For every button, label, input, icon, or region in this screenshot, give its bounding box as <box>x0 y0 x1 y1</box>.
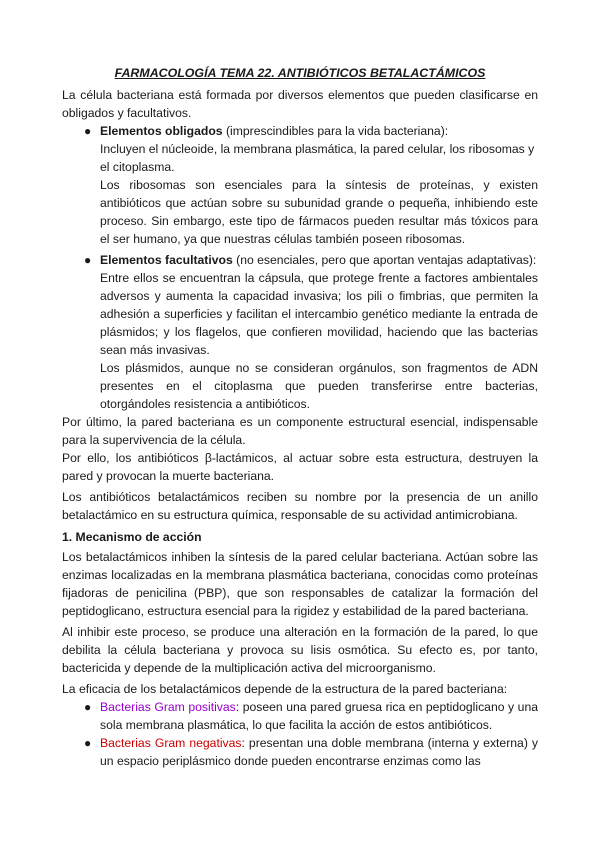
gram-positivas-text: : poseen una pared gruesa rica en peptidoglicano y una sola membrana plasmática, lo que facilita la acción de estos antibióticos. <box>100 700 539 732</box>
list-item-facultativos <box>62 251 538 413</box>
facultativos-text-1: Entre ellos se encuentran la cápsula, que protege frente a factores ambientales adversos y aumenta la capacidad invasiva; los pili o fimbrias, que permiten la adhesión a superficies y facilitan el intercambio genético mediante la entrada de plásmidos; y los flagelos, que confieren movilidad, haciendo que las bacterias sean más invasivas. <box>100 271 538 357</box>
obligados-text-2: Los ribosomas son esenciales para la síntesis de proteínas, y existen antibióticos que actúan sobre su subunidad grande o pequeña, inhibiendo este proceso. Sin embargo, este tipo de fármacos pueden resultar más tóxicos para el ser humano, ya que nuestras células también poseen ribosomas. <box>100 178 538 246</box>
mecanismo-paragraph-2: Al inhibir este proceso, se produce una alteración en la formación de la pared, lo que debilita la célula bacteriana y provoca su lisis osmótica. Su efecto es, por tanto, bactericida y depende de la multiplicación activa del microorganismo. <box>62 625 538 675</box>
intro-paragraph: La célula bacteriana está formada por diversos elementos que pueden clasificarse en obligados y facultativos. <box>62 88 538 120</box>
mecanismo-paragraph-3: La eficacia de los betalactámicos depende de la estructura de la pared bacteriana: <box>62 682 508 696</box>
document-title: FARMACOLOGÍA TEMA 22. ANTIBIÓTICOS BETALACTÁMICOS <box>114 66 486 80</box>
gram-negativas-text: : presentan una doble membrana (interna y externa) y un espacio periplásmico donde pueden encontrarse enzimas como las <box>100 736 539 768</box>
facultativos-note: (no esenciales, pero que aportan ventajas adaptativas): <box>232 253 537 267</box>
list-item-gram-positivas <box>62 698 538 734</box>
facultativos-text-2: Los plásmidos, aunque no se consideran orgánulos, son fragmentos de ADN presentes en el citoplasma que pueden transferirse entre bacterias, otorgándoles resistencia a antibióticos. <box>100 361 538 411</box>
obligados-text-1: Incluyen el núcleoide, la membrana plasmática, la pared celular, los ribosomas y el citoplasma. <box>100 142 535 174</box>
bullet-icon: ● <box>84 700 92 714</box>
bullet-icon: ● <box>84 253 92 267</box>
list-item-gram-negativas <box>62 734 538 770</box>
obligados-note: (imprescindibles para la vida bacteriana): <box>222 124 449 138</box>
pared-paragraph-1: Por último, la pared bacteriana es un componente estructural esencial, indispensable para la supervivencia de la célula. <box>62 415 538 447</box>
section-heading-mecanismo: 1. Mecanismo de acción <box>62 530 202 544</box>
gram-positivas-label: Bacterias Gram positivas <box>100 700 236 714</box>
bullet-icon: ● <box>84 124 92 138</box>
facultativos-heading: Elementos facultativos <box>100 253 233 267</box>
gram-list <box>62 698 538 770</box>
nombre-paragraph: Los antibióticos betalactámicos reciben su nombre por la presencia de un anillo betalactámico en su estructura química, responsable de su actividad antimicrobiana. <box>62 490 538 522</box>
elements-list <box>62 122 538 413</box>
bullet-icon: ● <box>84 736 92 750</box>
pared-paragraph-2: Por ello, los antibióticos β-lactámicos, al actuar sobre esta estructura, destruyen la pared y provocan la muerte bacteriana. <box>62 451 538 483</box>
obligados-heading: Elementos obligados <box>100 124 223 138</box>
mecanismo-paragraph-1: Los betalactámicos inhiben la síntesis de la pared celular bacteriana. Actúan sobre las enzimas localizadas en la membrana plasmática bacteriana, conocidas como proteínas fijadoras de penicilina (PBP), que son responsables de catalizar la formación del peptidoglicano, estructura esencial para la rigidez y estabilidad de la pared bacteriana. <box>62 550 538 618</box>
list-item-obligados <box>62 122 538 248</box>
gram-negativas-label: Bacterias Gram negativas <box>100 736 242 750</box>
